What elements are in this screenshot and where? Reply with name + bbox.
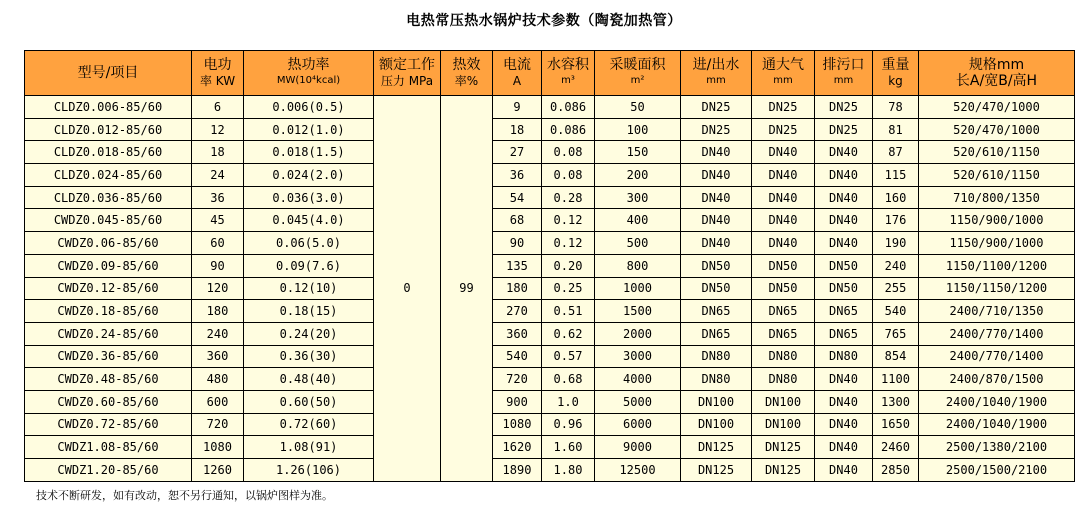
cell-heat: 0.18(15) [244, 300, 374, 323]
header-efficiency: 热效 率% [441, 51, 493, 96]
cell-vent: DN25 [752, 96, 815, 119]
cell-heat: 0.012(1.0) [244, 118, 374, 141]
header-heat-power: 热功率 MW(10⁴kcal) [244, 51, 374, 96]
cell-current: 270 [493, 300, 542, 323]
cell-power: 1080 [192, 436, 244, 459]
cell-weight: 2850 [873, 459, 919, 482]
cell-water: 0.086 [542, 96, 595, 119]
cell-model: CWDZ0.72-85/60 [25, 413, 192, 436]
table-row [25, 164, 1075, 187]
cell-heat: 0.12(10) [244, 277, 374, 300]
table-row [25, 436, 1075, 459]
cell-power: 6 [192, 96, 244, 119]
cell-current: 36 [493, 164, 542, 187]
cell-spec: 520/470/1000 [919, 118, 1075, 141]
cell-model: CWDZ0.24-85/60 [25, 322, 192, 345]
cell-weight: 87 [873, 141, 919, 164]
cell-model: CWDZ0.045-85/60 [25, 209, 192, 232]
cell-weight: 240 [873, 254, 919, 277]
cell-drain: DN50 [815, 254, 873, 277]
header-heating-area: 采暖面积 m² [595, 51, 681, 96]
cell-weight: 81 [873, 118, 919, 141]
cell-drain: DN25 [815, 96, 873, 119]
cell-area: 4000 [595, 368, 681, 391]
cell-spec: 2400/870/1500 [919, 368, 1075, 391]
table-row [25, 118, 1075, 141]
cell-area: 9000 [595, 436, 681, 459]
cell-inout: DN40 [681, 209, 752, 232]
table-row [25, 254, 1075, 277]
cell-spec: 520/610/1150 [919, 164, 1075, 187]
cell-area: 12500 [595, 459, 681, 482]
cell-power: 90 [192, 254, 244, 277]
cell-drain: DN40 [815, 459, 873, 482]
cell-vent: DN125 [752, 436, 815, 459]
table-row [25, 345, 1075, 368]
cell-spec: 1150/1150/1200 [919, 277, 1075, 300]
cell-power: 18 [192, 141, 244, 164]
cell-vent: DN100 [752, 390, 815, 413]
cell-area: 200 [595, 164, 681, 187]
cell-drain: DN40 [815, 164, 873, 187]
cell-current: 360 [493, 322, 542, 345]
cell-vent: DN65 [752, 322, 815, 345]
cell-model: CWDZ0.60-85/60 [25, 390, 192, 413]
cell-weight: 765 [873, 322, 919, 345]
cell-model: CWDZ0.48-85/60 [25, 368, 192, 391]
cell-model: CWDZ0.18-85/60 [25, 300, 192, 323]
cell-spec: 2500/1380/2100 [919, 436, 1075, 459]
cell-water: 0.57 [542, 345, 595, 368]
cell-drain: DN25 [815, 118, 873, 141]
cell-power: 120 [192, 277, 244, 300]
cell-model: CLDZ0.036-85/60 [25, 186, 192, 209]
cell-heat: 0.018(1.5) [244, 141, 374, 164]
cell-power: 36 [192, 186, 244, 209]
cell-vent: DN50 [752, 254, 815, 277]
cell-model: CLDZ0.012-85/60 [25, 118, 192, 141]
cell-weight: 1650 [873, 413, 919, 436]
table-row [25, 232, 1075, 255]
cell-area: 50 [595, 96, 681, 119]
cell-model: CWDZ0.36-85/60 [25, 345, 192, 368]
cell-weight: 115 [873, 164, 919, 187]
cell-power: 24 [192, 164, 244, 187]
table-row [25, 96, 1075, 119]
cell-current: 1080 [493, 413, 542, 436]
cell-heat: 0.006(0.5) [244, 96, 374, 119]
cell-area: 2000 [595, 322, 681, 345]
cell-water: 0.12 [542, 209, 595, 232]
cell-inout: DN100 [681, 390, 752, 413]
cell-water: 0.62 [542, 322, 595, 345]
cell-current: 540 [493, 345, 542, 368]
cell-spec: 2400/1040/1900 [919, 413, 1075, 436]
cell-area: 6000 [595, 413, 681, 436]
cell-water: 0.96 [542, 413, 595, 436]
header-model: 型号/项目 [25, 51, 192, 96]
cell-current: 180 [493, 277, 542, 300]
cell-area: 400 [595, 209, 681, 232]
header-inlet-outlet: 进/出水 mm [681, 51, 752, 96]
cell-water: 0.086 [542, 118, 595, 141]
cell-heat: 0.72(60) [244, 413, 374, 436]
efficiency-cell: 99 [441, 96, 493, 482]
cell-water: 1.60 [542, 436, 595, 459]
cell-drain: DN65 [815, 300, 873, 323]
cell-power: 240 [192, 322, 244, 345]
cell-vent: DN65 [752, 300, 815, 323]
cell-area: 1000 [595, 277, 681, 300]
table-row [25, 322, 1075, 345]
cell-inout: DN40 [681, 186, 752, 209]
cell-inout: DN80 [681, 345, 752, 368]
cell-drain: DN40 [815, 368, 873, 391]
cell-water: 0.68 [542, 368, 595, 391]
table-row [25, 459, 1075, 482]
cell-model: CLDZ0.024-85/60 [25, 164, 192, 187]
cell-inout: DN40 [681, 164, 752, 187]
cell-power: 180 [192, 300, 244, 323]
table-row [25, 186, 1075, 209]
cell-inout: DN40 [681, 141, 752, 164]
cell-current: 27 [493, 141, 542, 164]
header-pressure: 额定工作 压力 MPa [374, 51, 441, 96]
header-drain: 排污口 mm [815, 51, 873, 96]
cell-heat: 0.06(5.0) [244, 232, 374, 255]
cell-heat: 0.60(50) [244, 390, 374, 413]
header-power: 电功 率 KW [192, 51, 244, 96]
cell-power: 480 [192, 368, 244, 391]
cell-current: 900 [493, 390, 542, 413]
cell-power: 60 [192, 232, 244, 255]
cell-water: 1.0 [542, 390, 595, 413]
cell-spec: 520/610/1150 [919, 141, 1075, 164]
cell-area: 150 [595, 141, 681, 164]
header-current: 电流 A [493, 51, 542, 96]
cell-model: CWDZ0.12-85/60 [25, 277, 192, 300]
cell-weight: 1100 [873, 368, 919, 391]
cell-vent: DN25 [752, 118, 815, 141]
cell-spec: 710/800/1350 [919, 186, 1075, 209]
cell-inout: DN25 [681, 118, 752, 141]
cell-power: 45 [192, 209, 244, 232]
header-vent: 通大气 mm [752, 51, 815, 96]
cell-water: 0.25 [542, 277, 595, 300]
cell-area: 1500 [595, 300, 681, 323]
cell-drain: DN40 [815, 390, 873, 413]
cell-vent: DN50 [752, 277, 815, 300]
table-body [25, 96, 1075, 482]
cell-current: 90 [493, 232, 542, 255]
cell-current: 68 [493, 209, 542, 232]
cell-weight: 1300 [873, 390, 919, 413]
cell-vent: DN40 [752, 186, 815, 209]
spec-table [24, 50, 1075, 482]
cell-current: 720 [493, 368, 542, 391]
cell-water: 0.08 [542, 141, 595, 164]
cell-area: 100 [595, 118, 681, 141]
cell-drain: DN40 [815, 436, 873, 459]
cell-power: 600 [192, 390, 244, 413]
cell-weight: 190 [873, 232, 919, 255]
cell-weight: 540 [873, 300, 919, 323]
cell-model: CWDZ1.20-85/60 [25, 459, 192, 482]
cell-vent: DN125 [752, 459, 815, 482]
cell-drain: DN50 [815, 277, 873, 300]
cell-model: CWDZ0.09-85/60 [25, 254, 192, 277]
header-weight: 重量 kg [873, 51, 919, 96]
table-row [25, 300, 1075, 323]
cell-inout: DN125 [681, 436, 752, 459]
cell-drain: DN40 [815, 141, 873, 164]
cell-weight: 2460 [873, 436, 919, 459]
cell-vent: DN80 [752, 345, 815, 368]
cell-spec: 1150/1100/1200 [919, 254, 1075, 277]
cell-drain: DN40 [815, 413, 873, 436]
cell-inout: DN65 [681, 322, 752, 345]
cell-current: 18 [493, 118, 542, 141]
cell-current: 135 [493, 254, 542, 277]
pressure-cell: 0 [374, 96, 441, 482]
cell-inout: DN50 [681, 254, 752, 277]
cell-heat: 1.08(91) [244, 436, 374, 459]
header-water-volume: 水容积 m³ [542, 51, 595, 96]
cell-model: CLDZ0.018-85/60 [25, 141, 192, 164]
cell-spec: 2500/1500/2100 [919, 459, 1075, 482]
cell-inout: DN80 [681, 368, 752, 391]
cell-drain: DN40 [815, 232, 873, 255]
footnote: 技术不断研发，如有改动，恕不另行通知，以锅炉图样为准。 [36, 489, 333, 502]
cell-area: 500 [595, 232, 681, 255]
cell-vent: DN100 [752, 413, 815, 436]
cell-current: 1890 [493, 459, 542, 482]
cell-model: CWDZ0.06-85/60 [25, 232, 192, 255]
cell-power: 1260 [192, 459, 244, 482]
cell-spec: 2400/770/1400 [919, 322, 1075, 345]
cell-inout: DN65 [681, 300, 752, 323]
cell-weight: 78 [873, 96, 919, 119]
table-header-row [25, 51, 1075, 96]
cell-heat: 0.024(2.0) [244, 164, 374, 187]
cell-area: 800 [595, 254, 681, 277]
cell-vent: DN40 [752, 209, 815, 232]
cell-power: 360 [192, 345, 244, 368]
cell-heat: 0.24(20) [244, 322, 374, 345]
cell-spec: 1150/900/1000 [919, 209, 1075, 232]
cell-spec: 520/470/1000 [919, 96, 1075, 119]
cell-inout: DN125 [681, 459, 752, 482]
table-row [25, 413, 1075, 436]
cell-water: 0.12 [542, 232, 595, 255]
cell-heat: 0.36(30) [244, 345, 374, 368]
cell-weight: 854 [873, 345, 919, 368]
cell-heat: 1.26(106) [244, 459, 374, 482]
cell-drain: DN80 [815, 345, 873, 368]
cell-area: 3000 [595, 345, 681, 368]
cell-area: 300 [595, 186, 681, 209]
cell-weight: 255 [873, 277, 919, 300]
cell-water: 1.80 [542, 459, 595, 482]
cell-model: CLDZ0.006-85/60 [25, 96, 192, 119]
cell-vent: DN40 [752, 141, 815, 164]
cell-current: 9 [493, 96, 542, 119]
cell-model: CWDZ1.08-85/60 [25, 436, 192, 459]
cell-heat: 0.48(40) [244, 368, 374, 391]
cell-inout: DN100 [681, 413, 752, 436]
cell-spec: 1150/900/1000 [919, 232, 1075, 255]
page-title: 电热常压热水锅炉技术参数（陶瓷加热管） [406, 13, 682, 29]
table-row [25, 368, 1075, 391]
cell-drain: DN40 [815, 209, 873, 232]
table-row [25, 141, 1075, 164]
cell-vent: DN80 [752, 368, 815, 391]
cell-weight: 160 [873, 186, 919, 209]
cell-inout: DN25 [681, 96, 752, 119]
header-dimensions: 规格mm 长A/宽B/高H [919, 51, 1075, 96]
cell-drain: DN65 [815, 322, 873, 345]
cell-water: 0.28 [542, 186, 595, 209]
cell-power: 720 [192, 413, 244, 436]
cell-area: 5000 [595, 390, 681, 413]
table-row [25, 209, 1075, 232]
cell-vent: DN40 [752, 164, 815, 187]
cell-drain: DN40 [815, 186, 873, 209]
cell-heat: 0.045(4.0) [244, 209, 374, 232]
cell-weight: 176 [873, 209, 919, 232]
cell-vent: DN40 [752, 232, 815, 255]
cell-water: 0.20 [542, 254, 595, 277]
table-row [25, 390, 1075, 413]
cell-heat: 0.036(3.0) [244, 186, 374, 209]
cell-current: 54 [493, 186, 542, 209]
cell-heat: 0.09(7.6) [244, 254, 374, 277]
cell-inout: DN40 [681, 232, 752, 255]
cell-power: 12 [192, 118, 244, 141]
cell-current: 1620 [493, 436, 542, 459]
cell-inout: DN50 [681, 277, 752, 300]
cell-spec: 2400/770/1400 [919, 345, 1075, 368]
cell-spec: 2400/710/1350 [919, 300, 1075, 323]
cell-spec: 2400/1040/1900 [919, 390, 1075, 413]
table-row [25, 277, 1075, 300]
cell-water: 0.08 [542, 164, 595, 187]
cell-water: 0.51 [542, 300, 595, 323]
